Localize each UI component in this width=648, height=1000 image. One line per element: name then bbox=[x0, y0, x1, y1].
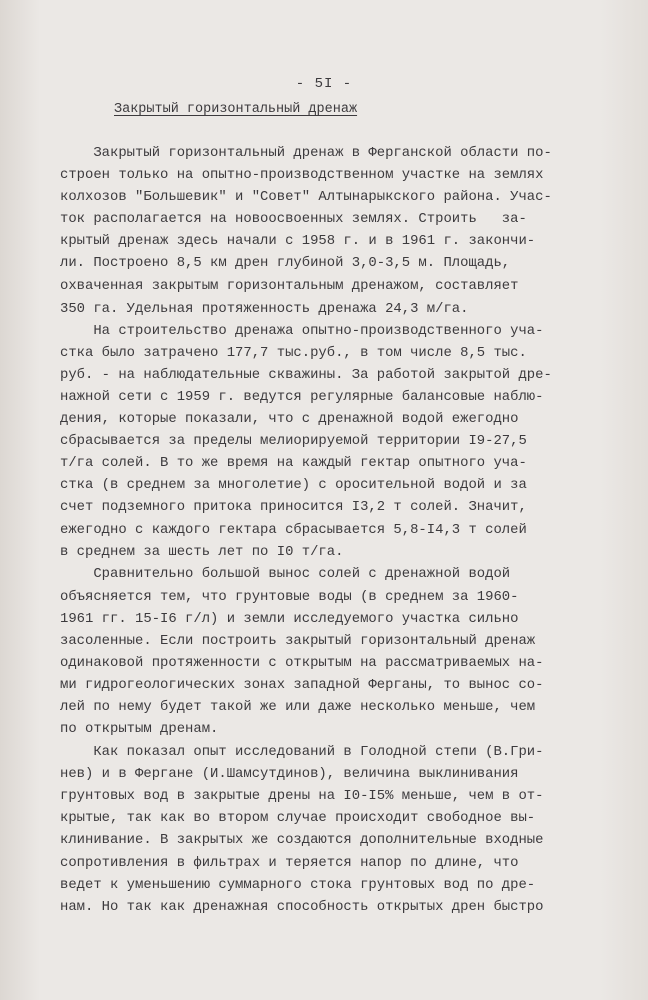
text-line: в среднем за шесть лет по I0 т/га. bbox=[60, 544, 344, 560]
text-line: ток располагается на новоосвоенных землях. Строить за- bbox=[60, 211, 527, 227]
text-line: 1961 гг. 15-I6 г/л) и земли исследуемого участка сильно bbox=[60, 611, 519, 627]
text-line: Как показал опыт исследований в Голодной степи (В.Гри- bbox=[60, 744, 544, 760]
text-line: ми гидрогеологических зонах западной Ферганы, то вынос со- bbox=[60, 677, 544, 693]
text-line: клинивание. В закрытых же создаются дополнительные входные bbox=[60, 832, 544, 848]
text-line: нев) и в Фергане (И.Шамсутдинов), величина выклинивания bbox=[60, 766, 519, 782]
text-line: по открытым дренам. bbox=[60, 721, 219, 737]
text-line: сбрасывается за пределы мелиорируемой территории I9-27,5 bbox=[60, 433, 527, 449]
text-line: строен только на опытно-производственном участке на землях bbox=[60, 167, 544, 183]
text-line: лей по нему будет такой же или даже несколько меньше, чем bbox=[60, 699, 536, 715]
text-line: грунтовых вод в закрытые дрены на I0-I5% меньше, чем в от- bbox=[60, 788, 544, 804]
text-line: засоленные. Если построить закрытый горизонтальный дренаж bbox=[60, 633, 536, 649]
text-line: стка было затрачено 177,7 тыс.руб., в том числе 8,5 тыс. bbox=[60, 345, 527, 361]
text-line: объясняется тем, что грунтовые воды (в среднем за 1960- bbox=[60, 589, 519, 605]
text-line: счет подземного притока приносится I3,2 т солей. Значит, bbox=[60, 499, 527, 515]
text-line: одинаковой протяженности с открытым на рассматриваемых на- bbox=[60, 655, 544, 671]
text-line: ежегодно с каждого гектара сбрасывается 5,8-I4,3 т солей bbox=[60, 522, 527, 538]
page-number: - 5I - bbox=[295, 76, 353, 92]
section-heading: Закрытый горизонтальный дренаж bbox=[114, 102, 358, 117]
text-line: охваченная закрытым горизонтальным дренажом, составляет bbox=[60, 278, 519, 294]
text-line: нам. Но так как дренажная способность открытых дрен быстро bbox=[60, 899, 544, 915]
text-line: ли. Построено 8,5 км дрен глубиной 3,0-3,5 м. Площадь, bbox=[60, 255, 511, 271]
text-line: сопротивления в фильтрах и теряется напор по длине, что bbox=[60, 855, 519, 871]
text-line: т/га солей. В то же время на каждый гектар опытного уча- bbox=[60, 455, 527, 471]
text-line: колхозов "Большевик" и "Совет" Алтынарыкского района. Учас- bbox=[60, 189, 552, 205]
text-line: нажной сети с 1959 г. ведутся регулярные балансовые наблю- bbox=[60, 389, 544, 405]
text-line: крытые, так как во втором случае происходит свободное вы- bbox=[60, 810, 536, 826]
text-line: 350 га. Удельная протяженность дренажа 24,3 м/га. bbox=[60, 301, 469, 317]
text-line: стка (в среднем за многолетие) с оросительной водой и за bbox=[60, 477, 527, 493]
text-line: Закрытый горизонтальный дренаж в Ферганской области по- bbox=[60, 145, 552, 161]
text-line: руб. - на наблюдательные скважины. За работой закрытой дре- bbox=[60, 367, 552, 383]
text-line: крытый дренаж здесь начали с 1958 г. и в 1961 г. закончи- bbox=[60, 233, 536, 249]
text-line: На строительство дренажа опытно-производственного уча- bbox=[60, 323, 544, 339]
text-line: ведет к уменьшению суммарного стока грунтовых вод по дре- bbox=[60, 877, 536, 893]
text-line: дения, которые показали, что с дренажной водой ежегодно bbox=[60, 411, 519, 427]
text-line: Сравнительно большой вынос солей с дренажной водой bbox=[60, 566, 511, 582]
